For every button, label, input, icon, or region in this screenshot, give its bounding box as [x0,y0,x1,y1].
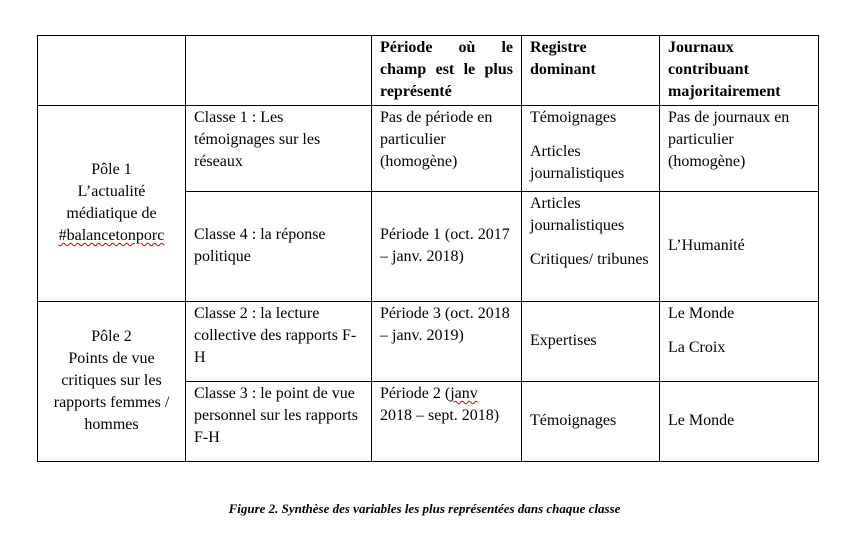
header-journaux: Journaux contribuant majoritairement [660,36,819,106]
registre-cell: Témoignages [522,382,660,462]
periode-squiggle: janv [450,385,478,402]
pole-1-subtitle: L’actualité médiatique de [66,183,157,222]
classe-cell: Classe 4 : la réponse politique [186,192,372,302]
classe-cell: Classe 2 : la lecture collective des rapports F-H [186,302,372,382]
periode-text: 2018 – sept. 2018) [380,407,500,424]
synthesis-table [37,35,819,462]
journaux-cell: Pas de journaux en particulier (homogène) [660,106,819,192]
journaux-value: La Croix [668,339,726,356]
pole-2-cell [38,302,186,462]
periode-cell [372,382,522,462]
header-cell-empty-1 [38,36,186,106]
header-periode: Période où le champ est le plus représenté [372,36,522,106]
registre-value: Articles journalistiques [530,143,625,182]
journaux-cell: Le Monde [660,382,819,462]
journaux-cell: L’Humanité [660,192,819,302]
journaux-cell [660,302,819,382]
registre-value: Critiques/ tribunes [530,251,649,268]
classe-cell: Classe 3 : le point de vue personnel sur les rapports F-H [186,382,372,462]
pole-1-hashtag: #balancetonporc [58,227,165,244]
classe-cell: Classe 1 : Les témoignages sur les réseaux [186,106,372,192]
header-registre: Registre dominant [522,36,660,106]
journaux-value: Le Monde [668,305,735,322]
pole-1-cell [38,106,186,302]
pole-2-subtitle: Points de vue critiques sur les rapports femmes / hommes [53,350,170,433]
periode-text: Période 2 ( [380,385,451,402]
pole-2-title: Pôle 2 [91,328,132,345]
table-row [38,106,819,192]
header-cell-empty-2 [186,36,372,106]
registre-cell [522,106,660,192]
header-row [38,36,819,106]
table-row [38,302,819,382]
periode-cell: Période 1 (oct. 2017 – janv. 2018) [372,192,522,302]
periode-cell: Pas de période en particulier (homogène) [372,106,522,192]
periode-cell: Période 3 (oct. 2018 – janv. 2019) [372,302,522,382]
figure-caption: Figure 2. Synthèse des variables les plus représentées dans chaque classe [228,501,621,516]
registre-value: Témoignages [530,109,617,126]
registre-cell [522,192,660,302]
registre-value: Articles journalistiques [530,195,625,234]
pole-1-title: Pôle 1 [91,161,132,178]
registre-cell: Expertises [522,302,660,382]
